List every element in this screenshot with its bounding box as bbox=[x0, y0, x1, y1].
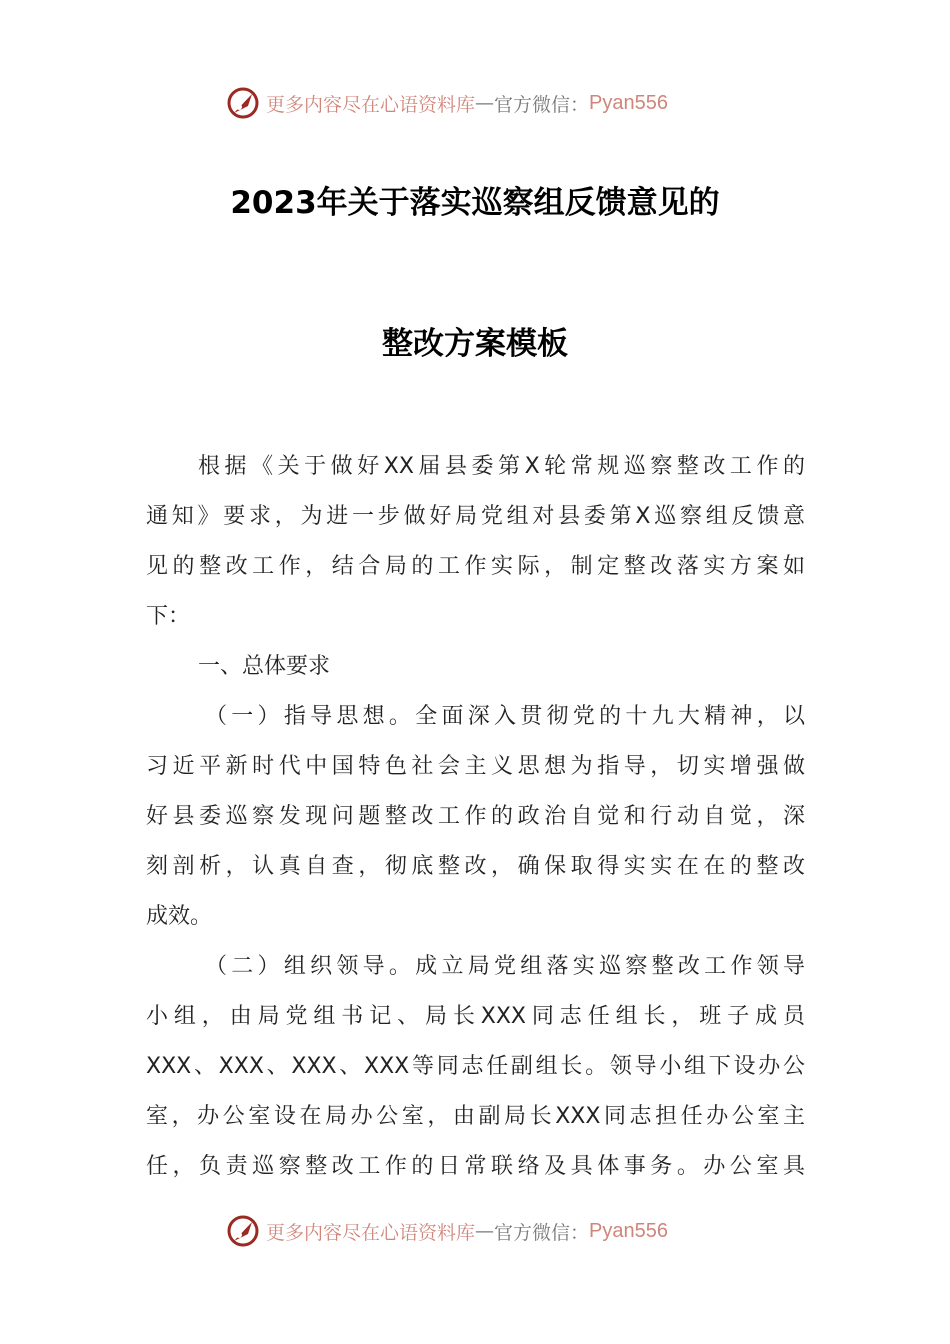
body-line: XXX、XXX、XXX、XXX等同志任副组长。领导小组下设办公 bbox=[146, 1054, 805, 1079]
body-line: 习近平新时代中国特色社会主义思想为指导，切实增强做 bbox=[146, 754, 805, 779]
body-line: 通知》要求，为进一步做好局党组对县委第X巡察组反馈意 bbox=[146, 504, 805, 529]
document-title-line-1: 2023年关于落实巡察组反馈意见的 bbox=[230, 185, 720, 221]
body-line: 好县委巡察发现问题整改工作的政治自觉和行动自觉，深 bbox=[146, 804, 805, 829]
body-line: 根据《关于做好XX届县委第X轮常规巡察整改工作的 bbox=[198, 454, 805, 479]
banner-text: 更多内容尽在心语资料库 bbox=[266, 1221, 476, 1244]
banner-wechat-id: Pyan556 bbox=[589, 1219, 668, 1242]
body-line: 室，办公室设在局办公室，由副局长XXX同志担任办公室主 bbox=[146, 1104, 805, 1129]
quill-logo-icon bbox=[226, 1214, 260, 1248]
banner-wechat-label: 官方微信： bbox=[494, 93, 590, 116]
body-line: 小组，由局党组书记、局长XXX同志任组长，班子成员 bbox=[146, 1004, 805, 1029]
header-banner bbox=[226, 83, 726, 123]
body-line: 成效。 bbox=[146, 904, 213, 929]
body-line: 下： bbox=[146, 604, 191, 629]
document-title-line-2: 整改方案模板 bbox=[382, 326, 568, 362]
footer-banner bbox=[226, 1211, 726, 1251]
body-line: 任，负责巡察整改工作的日常联络及具体事务。办公室具 bbox=[146, 1154, 805, 1179]
banner-wechat-label: 官方微信： bbox=[494, 1221, 590, 1244]
quill-logo-icon bbox=[226, 86, 260, 120]
banner-wechat-id: Pyan556 bbox=[589, 91, 668, 114]
body-line: 刻剖析，认真自查，彻底整改，确保取得实实在在的整改 bbox=[146, 854, 805, 879]
body-line: 见的整改工作，结合局的工作实际，制定整改落实方案如 bbox=[146, 554, 805, 579]
banner-dash: — bbox=[475, 92, 495, 114]
section-heading: 一、总体要求 bbox=[198, 654, 331, 679]
body-line: （二）组织领导。成立局党组落实巡察整改工作领导 bbox=[205, 954, 805, 979]
banner-text: 更多内容尽在心语资料库 bbox=[266, 93, 476, 116]
body-line: （一）指导思想。全面深入贯彻党的十九大精神，以 bbox=[205, 704, 805, 729]
banner-dash: — bbox=[475, 1220, 495, 1242]
